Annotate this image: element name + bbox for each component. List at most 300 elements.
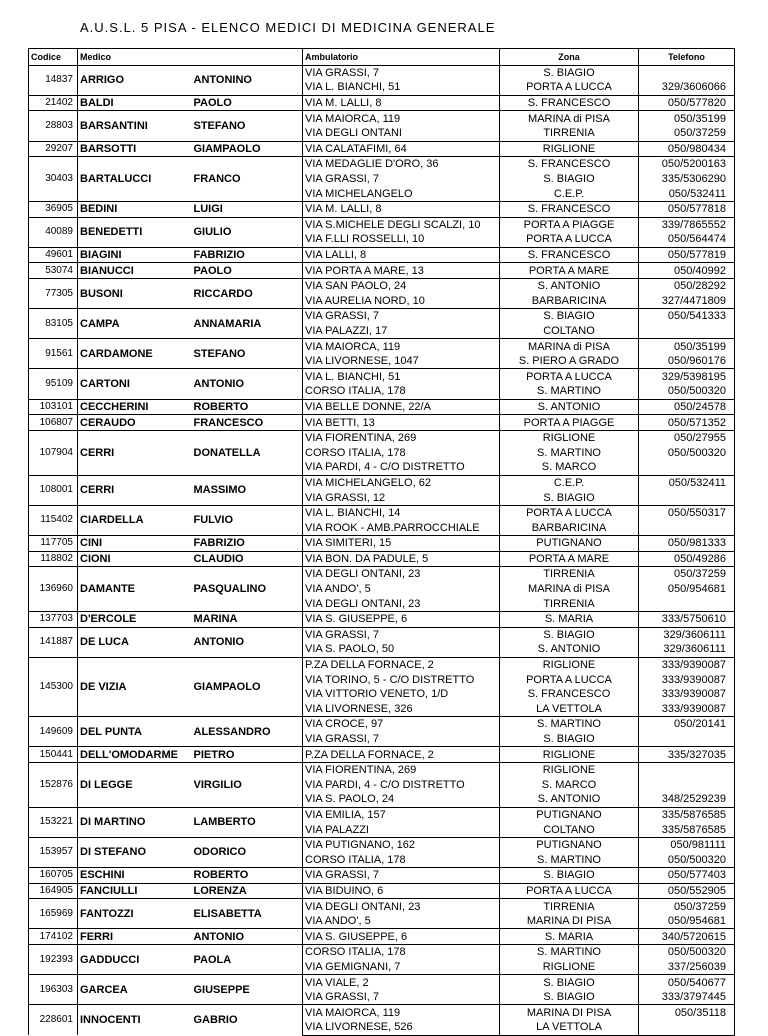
table-row (29, 868, 735, 884)
clinic-phone: 333/9390087 (639, 702, 735, 717)
doctor-code: 164905 (29, 883, 78, 899)
clinic-phone: 333/3797445 (639, 990, 735, 1005)
doctor-surname: DEL PUNTA (78, 717, 192, 747)
clinic-address: VIA LIVORNESE, 1047 (303, 354, 500, 369)
table-body (29, 65, 735, 1035)
clinic-zone: S. BIAGIO (500, 65, 639, 80)
doctor-surname: BEDINI (78, 201, 192, 217)
clinic-address: CORSO ITALIA, 178 (303, 852, 500, 867)
clinic-zone: MARINA DI PISA (500, 1005, 639, 1020)
doctor-code: 77305 (29, 278, 78, 308)
table-row (29, 278, 735, 293)
clinic-zone: S. BIAGIO (500, 172, 639, 187)
doctors-table (28, 48, 735, 1036)
doctor-code: 115402 (29, 505, 78, 535)
doctor-surname: CIONI (78, 551, 192, 567)
doctor-code: 192393 (29, 945, 78, 975)
clinic-zone: PORTA A PIAGGE (500, 415, 639, 431)
table-row (29, 551, 735, 567)
clinic-zone: COLTANO (500, 324, 639, 339)
clinic-phone: 050/35118 (639, 1005, 735, 1020)
clinic-address: VIA PARDI, 4 - C/O DISTRETTO (303, 778, 500, 793)
doctor-first-name: STEFANO (192, 111, 303, 141)
clinic-phone (639, 1020, 735, 1035)
clinic-phone: 050/540677 (639, 975, 735, 990)
doctor-first-name: PAOLA (192, 945, 303, 975)
clinic-address: VIA DEGLI ONTANI, 23 (303, 596, 500, 611)
doctor-first-name: ALESSANDRO (192, 717, 303, 747)
clinic-zone: PORTA A MARE (500, 551, 639, 567)
doctor-first-name: GABRIO (192, 1005, 303, 1035)
clinic-address: VIA GEMIGNANI, 7 (303, 960, 500, 975)
doctor-first-name: MARINA (192, 611, 303, 627)
clinic-zone: RIGLIONE (500, 430, 639, 445)
table-row (29, 65, 735, 80)
doctor-surname: CERRI (78, 475, 192, 505)
clinic-address: VIA MEDAGLIE D'ORO, 36 (303, 157, 500, 172)
doctor-code: 49601 (29, 247, 78, 263)
clinic-address: VIA LALLI, 8 (303, 247, 500, 263)
doctor-first-name: GIULIO (192, 217, 303, 247)
doctor-surname: BALDI (78, 95, 192, 111)
clinic-address: VIA ANDO', 5 (303, 914, 500, 929)
clinic-address: P.ZA DELLA FORNACE, 2 (303, 657, 500, 672)
table-row (29, 111, 735, 126)
clinic-phone: 337/256039 (639, 960, 735, 975)
doctor-code: 30403 (29, 157, 78, 202)
clinic-address: VIA VIALE, 2 (303, 975, 500, 990)
doctor-code: 165969 (29, 899, 78, 929)
clinic-address: VIA DEGLI ONTANI, 23 (303, 567, 500, 582)
clinic-zone: S. MARCO (500, 460, 639, 475)
doctor-code: 141887 (29, 627, 78, 657)
clinic-zone: S. FRANCESCO (500, 157, 639, 172)
clinic-phone (639, 520, 735, 535)
doctor-code: 108001 (29, 475, 78, 505)
clinic-address: CORSO ITALIA, 178 (303, 445, 500, 460)
clinic-zone: TIRRENIA (500, 567, 639, 582)
doctor-first-name: PASQUALINO (192, 567, 303, 612)
doctor-first-name: LORENZA (192, 883, 303, 899)
clinic-zone: PUTIGNANO (500, 536, 639, 552)
clinic-phone: 335/5876585 (639, 822, 735, 837)
clinic-phone: 050/20141 (639, 717, 735, 732)
clinic-zone: S. BIAGIO (500, 490, 639, 505)
clinic-zone: PORTA A PIAGGE (500, 217, 639, 232)
clinic-phone: 050/500320 (639, 445, 735, 460)
doctor-first-name: ELISABETTA (192, 899, 303, 929)
clinic-phone: 329/3606111 (639, 627, 735, 642)
clinic-phone: 050/954681 (639, 914, 735, 929)
doctor-code: 83105 (29, 309, 78, 339)
table-row (29, 505, 735, 520)
clinic-zone: MARINA di PISA (500, 582, 639, 597)
doctor-code: 91561 (29, 339, 78, 369)
clinic-address: VIA CALATAFIMI, 64 (303, 141, 500, 157)
clinic-phone (639, 460, 735, 475)
doctor-first-name: FULVIO (192, 505, 303, 535)
doctor-first-name: ANTONINO (192, 65, 303, 95)
clinic-address: VIA FIORENTINA, 269 (303, 430, 500, 445)
clinic-address: VIA DEGLI ONTANI, 23 (303, 899, 500, 914)
clinic-address: VIA GRASSI, 7 (303, 732, 500, 747)
clinic-phone: 050/37259 (639, 126, 735, 141)
clinic-address: VIA MICHELANGELO, 62 (303, 475, 500, 490)
doctor-first-name: LAMBERTO (192, 807, 303, 837)
table-row (29, 975, 735, 990)
doctor-first-name: ANNAMARIA (192, 309, 303, 339)
doctor-first-name: MASSIMO (192, 475, 303, 505)
clinic-zone: S. FRANCESCO (500, 95, 639, 111)
clinic-address: VIA EMILIA, 157 (303, 807, 500, 822)
doctor-first-name: DONATELLA (192, 430, 303, 475)
doctor-surname: BUSONI (78, 278, 192, 308)
clinic-address: VIA ROOK - AMB.PARROCCHIALE (303, 520, 500, 535)
clinic-zone: S. BIAGIO (500, 732, 639, 747)
table-row (29, 263, 735, 279)
clinic-phone: 329/3606066 (639, 80, 735, 95)
doctor-code: 145300 (29, 657, 78, 716)
doctor-code: 53074 (29, 263, 78, 279)
doctor-surname: BENEDETTI (78, 217, 192, 247)
doctor-surname: CAMPA (78, 309, 192, 339)
doctor-surname: FANTOZZI (78, 899, 192, 929)
clinic-phone: 050/35199 (639, 111, 735, 126)
doctor-surname: CARDAMONE (78, 339, 192, 369)
clinic-phone: 050/532411 (639, 475, 735, 490)
table-row (29, 1005, 735, 1020)
clinic-address: VIA FIORENTINA, 269 (303, 762, 500, 777)
clinic-zone: PORTA A MARE (500, 263, 639, 279)
clinic-address: VIA GRASSI, 7 (303, 65, 500, 80)
header-clinic: Ambulatorio (303, 49, 500, 66)
clinic-address: VIA L. BIANCHI, 51 (303, 369, 500, 384)
table-row (29, 717, 735, 732)
clinic-phone (639, 732, 735, 747)
clinic-zone: S. BIAGIO (500, 309, 639, 324)
doctor-first-name: ROBERTO (192, 868, 303, 884)
doctor-surname: BARSANTINI (78, 111, 192, 141)
clinic-address: VIA M. LALLI, 8 (303, 95, 500, 111)
doctor-first-name: ROBERTO (192, 399, 303, 415)
clinic-phone: 050/550317 (639, 505, 735, 520)
clinic-phone: 333/5750610 (639, 611, 735, 627)
table-row (29, 945, 735, 960)
doctor-first-name: ANTONIO (192, 627, 303, 657)
clinic-phone: 050/980434 (639, 141, 735, 157)
table-row (29, 536, 735, 552)
clinic-zone: S. BIAGIO (500, 868, 639, 884)
doctor-code: 29207 (29, 141, 78, 157)
clinic-zone: PORTA A LUCCA (500, 80, 639, 95)
doctor-surname: DI LEGGE (78, 762, 192, 807)
doctor-surname: DE LUCA (78, 627, 192, 657)
clinic-zone: S. PIERO A GRADO (500, 354, 639, 369)
table-row (29, 415, 735, 431)
clinic-address: VIA PUTIGNANO, 162 (303, 837, 500, 852)
clinic-phone: 335/5306290 (639, 172, 735, 187)
page-title: A.U.S.L. 5 PISA - ELENCO MEDICI DI MEDICINA GENERALE (80, 20, 496, 35)
clinic-zone: TIRRENIA (500, 126, 639, 141)
doctor-surname: CIARDELLA (78, 505, 192, 535)
clinic-address: VIA MICHELANGELO (303, 186, 500, 201)
clinic-phone (639, 762, 735, 777)
clinic-phone: 050/954681 (639, 582, 735, 597)
table-row (29, 627, 735, 642)
table-row (29, 899, 735, 914)
doctor-code: 228601 (29, 1005, 78, 1035)
doctor-code: 153957 (29, 837, 78, 867)
doctor-code: 40089 (29, 217, 78, 247)
doctor-surname: BARTALUCCI (78, 157, 192, 202)
doctor-code: 136960 (29, 567, 78, 612)
header-code: Codice (29, 49, 78, 66)
doctor-first-name: PAOLO (192, 95, 303, 111)
clinic-phone: 050/35199 (639, 339, 735, 354)
clinic-phone: 050/981111 (639, 837, 735, 852)
clinic-zone: S. FRANCESCO (500, 247, 639, 263)
clinic-address: VIA BETTI, 13 (303, 415, 500, 431)
clinic-phone: 329/3606111 (639, 642, 735, 657)
clinic-phone: 050/577403 (639, 868, 735, 884)
clinic-address: VIA CROCE, 97 (303, 717, 500, 732)
clinic-phone: 050/28292 (639, 278, 735, 293)
table-row (29, 430, 735, 445)
clinic-zone: S. MARTINO (500, 717, 639, 732)
clinic-phone: 348/2529239 (639, 792, 735, 807)
clinic-zone: BARBARICINA (500, 294, 639, 309)
doctor-code: 14837 (29, 65, 78, 95)
doctor-first-name: GIAMPAOLO (192, 657, 303, 716)
header-doctor: Medico (78, 49, 192, 66)
doctor-surname: FANCIULLI (78, 883, 192, 899)
clinic-phone: 333/9390087 (639, 657, 735, 672)
clinic-phone: 050/541333 (639, 309, 735, 324)
clinic-address: VIA MAIORCA, 119 (303, 339, 500, 354)
clinic-address: VIA F.LLI ROSSELLI, 10 (303, 232, 500, 247)
doctor-code: 95109 (29, 369, 78, 399)
table-row (29, 399, 735, 415)
doctor-first-name: CLAUDIO (192, 551, 303, 567)
table-row (29, 837, 735, 852)
clinic-phone: 050/5200163 (639, 157, 735, 172)
doctor-surname: BIANUCCI (78, 263, 192, 279)
clinic-zone: COLTANO (500, 822, 639, 837)
table-row (29, 217, 735, 232)
table-row (29, 309, 735, 324)
clinic-zone: S. MARCO (500, 778, 639, 793)
table-row (29, 762, 735, 777)
clinic-zone: S. BIAGIO (500, 627, 639, 642)
doctor-surname: GADDUCCI (78, 945, 192, 975)
clinic-address: VIA PORTA A MARE, 13 (303, 263, 500, 279)
clinic-address: VIA GRASSI, 7 (303, 990, 500, 1005)
clinic-address: VIA S. GIUSEPPE, 6 (303, 611, 500, 627)
clinic-zone: PORTA A LUCCA (500, 232, 639, 247)
doctor-first-name: LUIGI (192, 201, 303, 217)
doctor-surname: GARCEA (78, 975, 192, 1005)
doctor-surname: ESCHINI (78, 868, 192, 884)
doctor-first-name: ODORICO (192, 837, 303, 867)
doctor-surname: DI STEFANO (78, 837, 192, 867)
doctor-first-name: FRANCO (192, 157, 303, 202)
doctor-first-name: PIETRO (192, 747, 303, 763)
clinic-zone: S. MARIA (500, 611, 639, 627)
clinic-zone: S. MARTINO (500, 384, 639, 399)
doctor-code: 149609 (29, 717, 78, 747)
doctor-first-name: FABRIZIO (192, 536, 303, 552)
clinic-phone (639, 324, 735, 339)
clinic-phone: 340/5720615 (639, 929, 735, 945)
doctor-code: 28803 (29, 111, 78, 141)
clinic-address: VIA DEGLI ONTANI (303, 126, 500, 141)
clinic-address: VIA S. GIUSEPPE, 6 (303, 929, 500, 945)
doctor-first-name: ANTONIO (192, 929, 303, 945)
clinic-address: VIA GRASSI, 7 (303, 627, 500, 642)
clinic-zone: LA VETTOLA (500, 1020, 639, 1035)
doctor-code: 137703 (29, 611, 78, 627)
clinic-address: VIA LIVORNESE, 526 (303, 1020, 500, 1035)
clinic-phone: 050/37259 (639, 899, 735, 914)
clinic-address: VIA S.MICHELE DEGLI SCALZI, 10 (303, 217, 500, 232)
clinic-zone: LA VETTOLA (500, 702, 639, 717)
clinic-zone: PUTIGNANO (500, 807, 639, 822)
doctor-surname: ARRIGO (78, 65, 192, 95)
clinic-phone: 050/577820 (639, 95, 735, 111)
clinic-zone: TIRRENIA (500, 899, 639, 914)
table-row (29, 157, 735, 172)
clinic-zone: S. FRANCESCO (500, 687, 639, 702)
clinic-zone: TIRRENIA (500, 596, 639, 611)
clinic-address: VIA GRASSI, 7 (303, 309, 500, 324)
clinic-phone: 050/24578 (639, 399, 735, 415)
clinic-address: VIA BELLE DONNE, 22/A (303, 399, 500, 415)
clinic-phone (639, 65, 735, 80)
clinic-zone: S. MARIA (500, 929, 639, 945)
clinic-phone: 050/40992 (639, 263, 735, 279)
clinic-zone: C.E.P. (500, 475, 639, 490)
doctor-code: 118802 (29, 551, 78, 567)
clinic-phone: 050/532411 (639, 186, 735, 201)
doctor-code: 103101 (29, 399, 78, 415)
clinic-zone: PORTA A LUCCA (500, 883, 639, 899)
doctor-code: 36905 (29, 201, 78, 217)
doctor-first-name: STEFANO (192, 339, 303, 369)
clinic-zone: S. ANTONIO (500, 642, 639, 657)
clinic-phone: 050/500320 (639, 852, 735, 867)
doctor-first-name: FABRIZIO (192, 247, 303, 263)
doctor-first-name: VIRGILIO (192, 762, 303, 807)
clinic-zone: RIGLIONE (500, 141, 639, 157)
clinic-address: VIA GRASSI, 12 (303, 490, 500, 505)
doctor-code: 152876 (29, 762, 78, 807)
doctor-surname: CERRI (78, 430, 192, 475)
doctor-first-name: FRANCESCO (192, 415, 303, 431)
clinic-zone: RIGLIONE (500, 747, 639, 763)
table-row (29, 611, 735, 627)
clinic-phone: 050/552905 (639, 883, 735, 899)
clinic-zone: RIGLIONE (500, 762, 639, 777)
doctor-code: 196303 (29, 975, 78, 1005)
clinic-address: VIA ANDO', 5 (303, 582, 500, 597)
clinic-address: VIA BON. DA PADULE, 5 (303, 551, 500, 567)
doctor-surname: CERAUDO (78, 415, 192, 431)
table-row (29, 929, 735, 945)
clinic-address: VIA PARDI, 4 - C/O DISTRETTO (303, 460, 500, 475)
doctor-surname: FERRI (78, 929, 192, 945)
clinic-address: VIA MAIORCA, 119 (303, 111, 500, 126)
table-row (29, 201, 735, 217)
clinic-address: VIA TORINO, 5 - C/O DISTRETTO (303, 672, 500, 687)
clinic-address: VIA GRASSI, 7 (303, 172, 500, 187)
table-row (29, 475, 735, 490)
clinic-zone: S. ANTONIO (500, 399, 639, 415)
clinic-phone: 050/27955 (639, 430, 735, 445)
table-row (29, 247, 735, 263)
table-row (29, 369, 735, 384)
doctor-code: 160705 (29, 868, 78, 884)
doctor-surname: CARTONI (78, 369, 192, 399)
clinic-address: VIA SAN PAOLO, 24 (303, 278, 500, 293)
clinic-phone (639, 596, 735, 611)
clinic-zone: MARINA di PISA (500, 339, 639, 354)
clinic-phone: 327/4471809 (639, 294, 735, 309)
clinic-phone: 050/571352 (639, 415, 735, 431)
clinic-phone: 050/37259 (639, 567, 735, 582)
clinic-phone: 050/577819 (639, 247, 735, 263)
clinic-address: VIA SIMITERI, 15 (303, 536, 500, 552)
doctor-surname: BARSOTTI (78, 141, 192, 157)
clinic-phone: 333/9390087 (639, 672, 735, 687)
table-row (29, 807, 735, 822)
clinic-address: CORSO ITALIA, 178 (303, 945, 500, 960)
clinic-phone: 333/9390087 (639, 687, 735, 702)
clinic-zone: BARBARICINA (500, 520, 639, 535)
header-phone: Telefono (639, 49, 735, 66)
clinic-phone: 339/7865552 (639, 217, 735, 232)
doctor-first-name: ANTONIO (192, 369, 303, 399)
doctor-code: 117705 (29, 536, 78, 552)
table-row (29, 567, 735, 582)
clinic-zone: PUTIGNANO (500, 837, 639, 852)
clinic-phone: 335/5876585 (639, 807, 735, 822)
clinic-address: P.ZA DELLA FORNACE, 2 (303, 747, 500, 763)
doctor-surname: D'ERCOLE (78, 611, 192, 627)
clinic-phone: 050/564474 (639, 232, 735, 247)
clinic-phone (639, 778, 735, 793)
doctor-code: 106807 (29, 415, 78, 431)
doctor-code: 150441 (29, 747, 78, 763)
clinic-zone: S. MARTINO (500, 852, 639, 867)
clinic-address: VIA S. PAOLO, 24 (303, 792, 500, 807)
clinic-address: VIA VITTORIO VENETO, 1/D (303, 687, 500, 702)
clinic-phone: 050/577818 (639, 201, 735, 217)
table-header-row (29, 49, 735, 66)
doctor-surname: BIAGINI (78, 247, 192, 263)
clinic-zone: PORTA A LUCCA (500, 672, 639, 687)
clinic-zone: RIGLIONE (500, 960, 639, 975)
doctor-first-name: GIAMPAOLO (192, 141, 303, 157)
doctor-first-name: RICCARDO (192, 278, 303, 308)
clinic-phone: 335/327035 (639, 747, 735, 763)
clinic-zone: RIGLIONE (500, 657, 639, 672)
clinic-zone: S. BIAGIO (500, 975, 639, 990)
doctor-surname: DE VIZIA (78, 657, 192, 716)
clinic-address: VIA PALAZZI, 17 (303, 324, 500, 339)
clinic-zone: PORTA A LUCCA (500, 505, 639, 520)
clinic-zone: MARINA DI PISA (500, 914, 639, 929)
table-row (29, 883, 735, 899)
